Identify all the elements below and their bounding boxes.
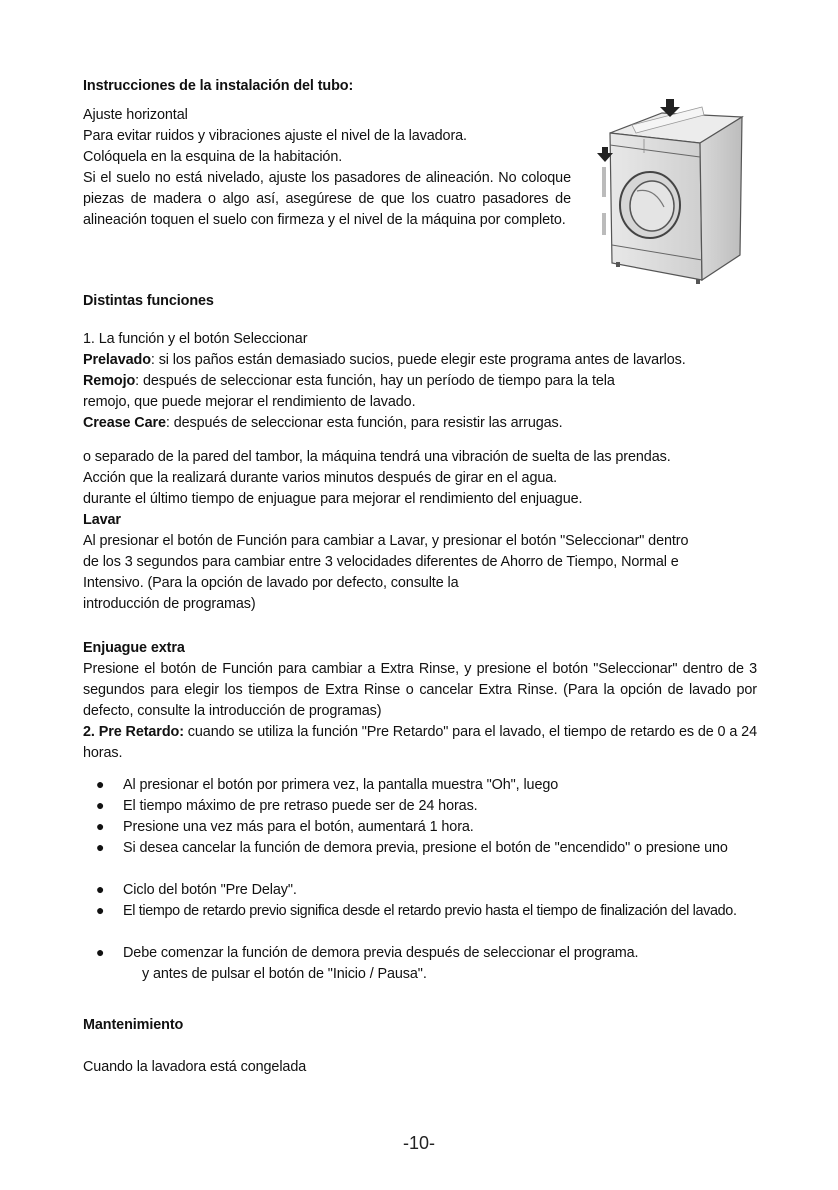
install-line: Colóquela en la esquina de la habitación. bbox=[83, 149, 343, 165]
bullet-icon: ● bbox=[96, 776, 105, 792]
pre-retardo-label: 2. Pre Retardo: bbox=[83, 724, 184, 740]
bullet-icon: ● bbox=[96, 881, 105, 897]
maintenance-heading: Mantenimiento bbox=[83, 1017, 184, 1033]
page-number: -10- bbox=[402, 1133, 435, 1153]
install-line: Para evitar ruidos y vibraciones ajuste el nivel de la lavadora. bbox=[83, 128, 467, 144]
remojo-label: Remojo bbox=[83, 373, 136, 389]
pre-retardo-paragraph: 2. Pre Retardo: cuando se utiliza la función "Pre Retardo" para el lavado, el tiempo de retardo es de 0 a 24 horas. bbox=[83, 724, 757, 761]
function-text-line: o separado de la pared del tambor, la máquina tendrá una vibración de suelta de las prendas. bbox=[83, 449, 671, 465]
install-paragraph: Si el suelo no está nivelado, ajuste los pasadores de alineación. No coloque piezas de madera o algo así, asegúrese de que los cuatro pasadores de alineación toquen el suelo con firmeza y el nivel de la máquina por completo. bbox=[83, 170, 571, 228]
washing-machine-icon bbox=[592, 95, 760, 290]
bullet-item: El tiempo de retardo previo significa desde el retardo previo hasta el tiempo de finalización del lavado. bbox=[123, 903, 737, 919]
bullet-item: Si desea cancelar la función de demora previa, presione el botón de "encendido" o presione uno bbox=[123, 840, 728, 856]
bullet-icon: ● bbox=[96, 839, 105, 855]
bullet-item: Al presionar el botón por primera vez, la pantalla muestra "Oh", luego bbox=[123, 777, 559, 793]
lavar-text-line: Intensivo. (Para la opción de lavado por defecto, consulte la bbox=[83, 575, 459, 591]
bullet-icon: ● bbox=[96, 818, 105, 834]
bullet-item: El tiempo máximo de pre retraso puede ser de 24 horas. bbox=[123, 798, 478, 814]
prelavado-line: Prelavado: si los paños están demasiado sucios, puede elegir este programa antes de lavarlos. bbox=[83, 352, 686, 368]
bullet-item: Debe comenzar la función de demora previa después de seleccionar el programa. bbox=[123, 945, 639, 961]
lavar-heading: Lavar bbox=[83, 512, 121, 528]
enjuague-heading: Enjuague extra bbox=[83, 640, 185, 656]
bullet-item: Presione una vez más para el botón, aumentará 1 hora. bbox=[123, 819, 474, 835]
bullet-item: Ciclo del botón "Pre Delay". bbox=[123, 882, 297, 898]
crease-care-line: Crease Care: después de seleccionar esta función, para resistir las arrugas. bbox=[83, 415, 563, 431]
remojo-line: Remojo: después de seleccionar esta función, hay un período de tiempo para la tela bbox=[83, 373, 615, 389]
prelavado-label: Prelavado bbox=[83, 352, 151, 368]
washing-machine-figure bbox=[592, 95, 760, 290]
bullet-continuation: y antes de pulsar el botón de "Inicio / Pausa". bbox=[142, 966, 427, 982]
remojo-continuation: remojo, que puede mejorar el rendimiento de lavado. bbox=[83, 394, 416, 410]
maintenance-text: Cuando la lavadora está congelada bbox=[83, 1059, 307, 1075]
function-text-line: durante el último tiempo de enjuague para mejorar el rendimiento del enjuague. bbox=[83, 491, 583, 507]
lavar-text-line: de los 3 segundos para cambiar entre 3 velocidades diferentes de Ahorro de Tiempo, Normal e bbox=[83, 554, 679, 570]
bullet-icon: ● bbox=[96, 902, 105, 918]
lavar-text-line: introducción de programas) bbox=[83, 596, 256, 612]
lavar-text-line: Al presionar el botón de Función para cambiar a Lavar, y presionar el botón "Seleccionar" dentro bbox=[83, 533, 689, 549]
function-item-title: 1. La función y el botón Seleccionar bbox=[83, 331, 308, 347]
function-text-line: Acción que la realizará durante varios minutos después de girar en el agua. bbox=[83, 470, 558, 486]
enjuague-text: Presione el botón de Función para cambiar a Extra Rinse, y presione el botón "Seleccionar" dentro de 3 segundos para elegir los tiempos de Extra Rinse o cancelar Extra Rinse. (Para la opción de lavado por defecto, consulte la introducción de programas) bbox=[83, 661, 757, 719]
install-subheading: Ajuste horizontal bbox=[83, 107, 188, 123]
bullet-icon: ● bbox=[96, 797, 105, 813]
crease-care-label: Crease Care bbox=[83, 415, 166, 431]
bullet-icon: ● bbox=[96, 944, 105, 960]
functions-heading: Distintas funciones bbox=[83, 293, 214, 309]
install-heading: Instrucciones de la instalación del tubo: bbox=[83, 78, 354, 94]
